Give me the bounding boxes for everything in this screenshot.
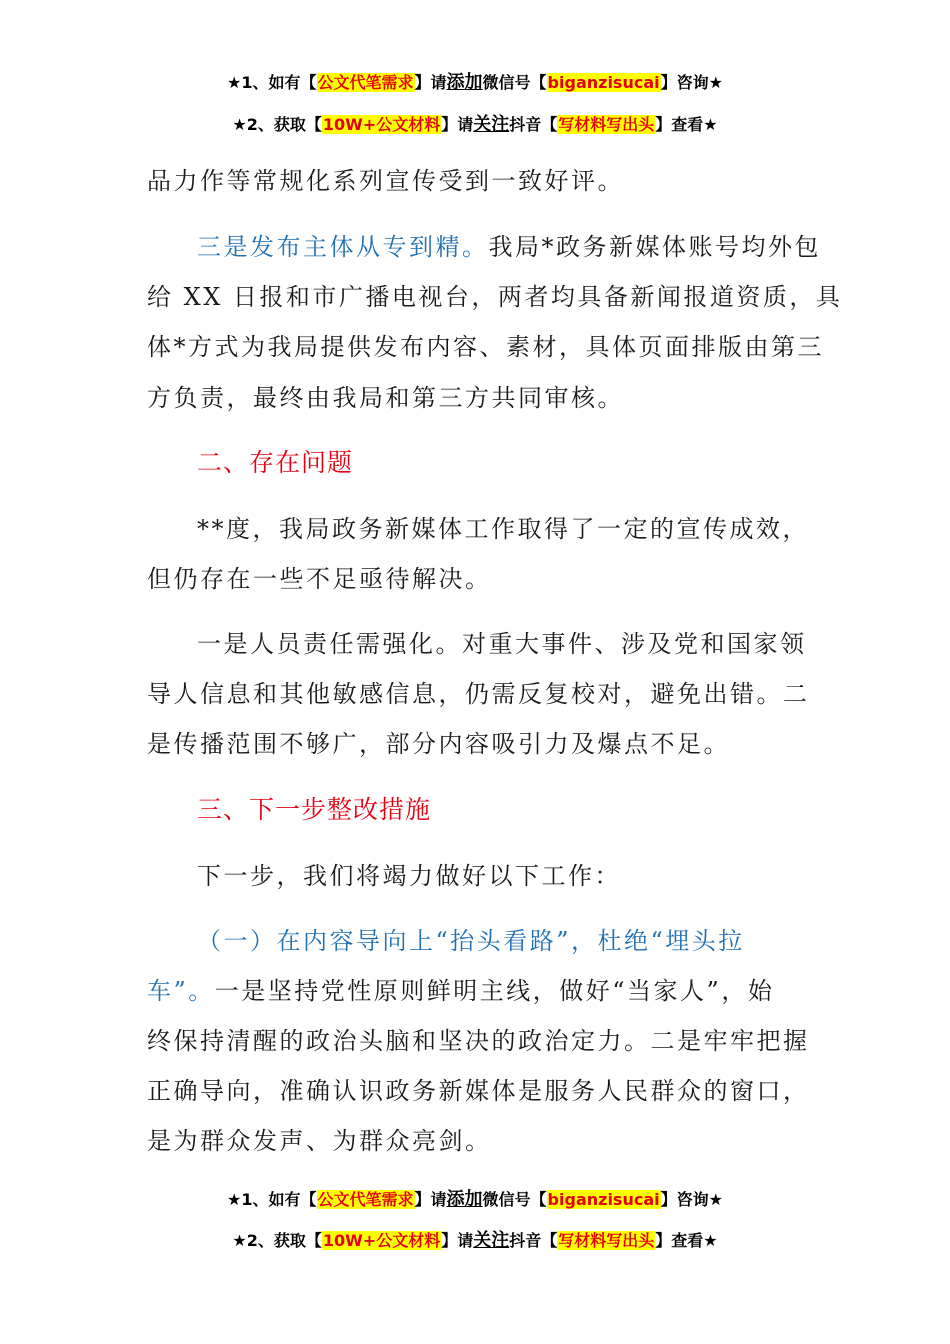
paragraph-line: 但仍存在一些不足亟待解决。 <box>147 565 492 593</box>
ad-highlight: 10W+公文材料 <box>322 115 441 134</box>
paragraph-line: 是传播范围不够广，部分内容吸引力及爆点不足。 <box>147 730 730 758</box>
ad-text: 】请 <box>441 115 474 134</box>
bottom-ad-line-2 <box>0 1226 950 1252</box>
ad-underlined: 添加 <box>446 72 483 93</box>
ad-underlined: 添加 <box>446 1189 483 1210</box>
ad-underlined: 关注 <box>473 114 510 135</box>
ad-text: 】咨询★ <box>660 1190 723 1209</box>
ad-text: 微信号【 <box>482 1190 547 1209</box>
ad-text: 】请 <box>414 73 447 92</box>
bottom-ad-line-1 <box>0 1185 950 1211</box>
ad-highlight: biganzisucai <box>547 73 660 92</box>
ad-text: 】查看★ <box>655 115 718 134</box>
paragraph-line: 一是人员责任需强化。对重大事件、涉及党和国家领 <box>197 630 807 658</box>
subheading-inline: 三是发布主体从专到精。 <box>197 233 489 261</box>
ad-highlight: 写材料写出头 <box>558 1231 655 1250</box>
paragraph-line: 方负责，最终由我局和第三方共同审核。 <box>147 384 624 412</box>
paragraph-line: 下一步，我们将竭力做好以下工作： <box>197 862 621 890</box>
paragraph-line: **度，我局政务新媒体工作取得了一定的宣传成效， <box>197 515 809 543</box>
subheading-line: （一）在内容导向上“抬头看路”，杜绝“埋头拉 <box>197 927 745 955</box>
paragraph-line: 是为群众发声、为群众亮剑。 <box>147 1127 492 1155</box>
subheading-inline: 车”。 <box>147 977 215 1005</box>
ad-text: 抖音【 <box>509 1231 558 1250</box>
ad-text: ★2、获取【 <box>232 1231 322 1250</box>
paragraph-line: 给 XX 日报和市广播电视台，两者均具备新闻报道资质，具 <box>147 283 843 311</box>
ad-text: 】咨询★ <box>660 73 723 92</box>
paragraph-text: 一是坚持党性原则鲜明主线，做好“当家人”，始 <box>214 977 775 1005</box>
ad-highlight: 10W+公文材料 <box>322 1231 441 1250</box>
ad-text: 】请 <box>441 1231 474 1250</box>
ad-highlight: 写材料写出头 <box>558 115 655 134</box>
section-heading: 二、存在问题 <box>197 448 354 477</box>
ad-text: ★2、获取【 <box>232 115 322 134</box>
ad-highlight: 公文代笔需求 <box>317 73 414 92</box>
ad-text: 微信号【 <box>482 73 547 92</box>
ad-text: 】请 <box>414 1190 447 1209</box>
ad-text: ★1、如有【 <box>227 73 317 92</box>
paragraph-line: 正确导向，准确认识政务新媒体是服务人民群众的窗口， <box>147 1077 810 1105</box>
paragraph-line: 体*方式为我局提供发布内容、素材，具体页面排版由第三 <box>147 333 824 361</box>
ad-text: ★1、如有【 <box>227 1190 317 1209</box>
paragraph-text: 我局*政务新媒体账号均外包 <box>488 233 821 261</box>
ad-highlight: 公文代笔需求 <box>317 1190 414 1209</box>
paragraph-line <box>197 222 821 272</box>
paragraph-line: 导人信息和其他敏感信息，仍需反复校对，避免出错。二 <box>147 680 810 708</box>
paragraph-line: 品力作等常规化系列宣传受到一致好评。 <box>147 167 624 195</box>
paragraph-line: 终保持清醒的政治头脑和坚决的政治定力。二是牢牢把握 <box>147 1027 810 1055</box>
top-ad-line-2 <box>0 110 950 136</box>
ad-text: 抖音【 <box>509 115 558 134</box>
ad-text: 】查看★ <box>655 1231 718 1250</box>
ad-highlight: biganzisucai <box>547 1190 660 1209</box>
ad-underlined: 关注 <box>473 1230 510 1251</box>
paragraph-line <box>147 966 807 1016</box>
top-ad-line-1 <box>0 68 950 94</box>
section-heading: 三、下一步整改措施 <box>197 795 432 824</box>
